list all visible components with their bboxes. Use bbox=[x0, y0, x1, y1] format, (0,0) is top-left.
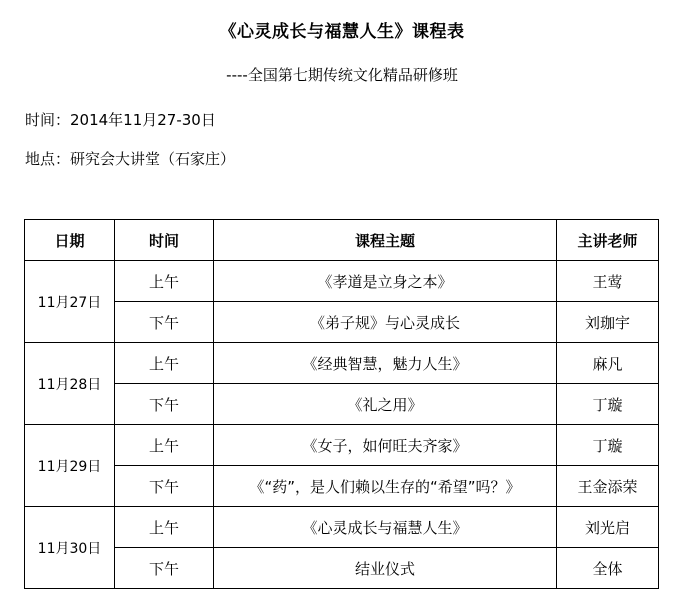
date-cell: 11月29日 bbox=[25, 425, 115, 507]
topic-cell: 《心灵成长与福慧人生》 bbox=[214, 507, 557, 548]
time-cell: 下午 bbox=[115, 384, 214, 425]
teacher-cell: 王金添荣 bbox=[557, 466, 659, 507]
time-cell: 上午 bbox=[115, 507, 214, 548]
table-row bbox=[25, 425, 659, 466]
table-row bbox=[25, 343, 659, 384]
table-row bbox=[25, 302, 659, 343]
time-cell: 上午 bbox=[115, 425, 214, 466]
teacher-cell: 丁璇 bbox=[557, 384, 659, 425]
date-cell: 11月30日 bbox=[25, 507, 115, 589]
header-date: 日期 bbox=[25, 220, 115, 261]
table-row bbox=[25, 548, 659, 589]
teacher-cell: 全体 bbox=[557, 548, 659, 589]
date-cell: 11月27日 bbox=[25, 261, 115, 343]
topic-cell: 《弟子规》与心灵成长 bbox=[214, 302, 557, 343]
topic-cell: 《礼之用》 bbox=[214, 384, 557, 425]
teacher-cell: 王莺 bbox=[557, 261, 659, 302]
course-location: 地点：研究会大讲堂（石家庄） bbox=[25, 150, 236, 168]
schedule-table bbox=[24, 219, 659, 589]
table-row bbox=[25, 507, 659, 548]
teacher-cell: 刘光启 bbox=[557, 507, 659, 548]
table-row bbox=[25, 384, 659, 425]
teacher-cell: 丁璇 bbox=[557, 425, 659, 466]
header-topic: 课程主题 bbox=[214, 220, 557, 261]
page-title: 《心灵成长与福慧人生》课程表 bbox=[219, 22, 465, 42]
time-cell: 下午 bbox=[115, 548, 214, 589]
table-row bbox=[25, 466, 659, 507]
page-subtitle: ----全国第七期传统文化精品研修班 bbox=[226, 66, 458, 84]
table-row bbox=[25, 261, 659, 302]
table-header-row bbox=[25, 220, 659, 261]
time-cell: 下午 bbox=[115, 302, 214, 343]
topic-cell: 《女子，如何旺夫齐家》 bbox=[214, 425, 557, 466]
date-cell: 11月28日 bbox=[25, 343, 115, 425]
time-cell: 上午 bbox=[115, 343, 214, 384]
header-teacher: 主讲老师 bbox=[557, 220, 659, 261]
topic-cell: 《孝道是立身之本》 bbox=[214, 261, 557, 302]
teacher-cell: 刘珈宇 bbox=[557, 302, 659, 343]
course-time: 时间：2014年11月27-30日 bbox=[25, 111, 216, 129]
teacher-cell: 麻凡 bbox=[557, 343, 659, 384]
topic-cell: 结业仪式 bbox=[214, 548, 557, 589]
topic-cell: 《经典智慧，魅力人生》 bbox=[214, 343, 557, 384]
header-time: 时间 bbox=[115, 220, 214, 261]
time-cell: 下午 bbox=[115, 466, 214, 507]
time-cell: 上午 bbox=[115, 261, 214, 302]
topic-cell: 《“药”，是人们赖以生存的“希望”吗？》 bbox=[214, 466, 557, 507]
